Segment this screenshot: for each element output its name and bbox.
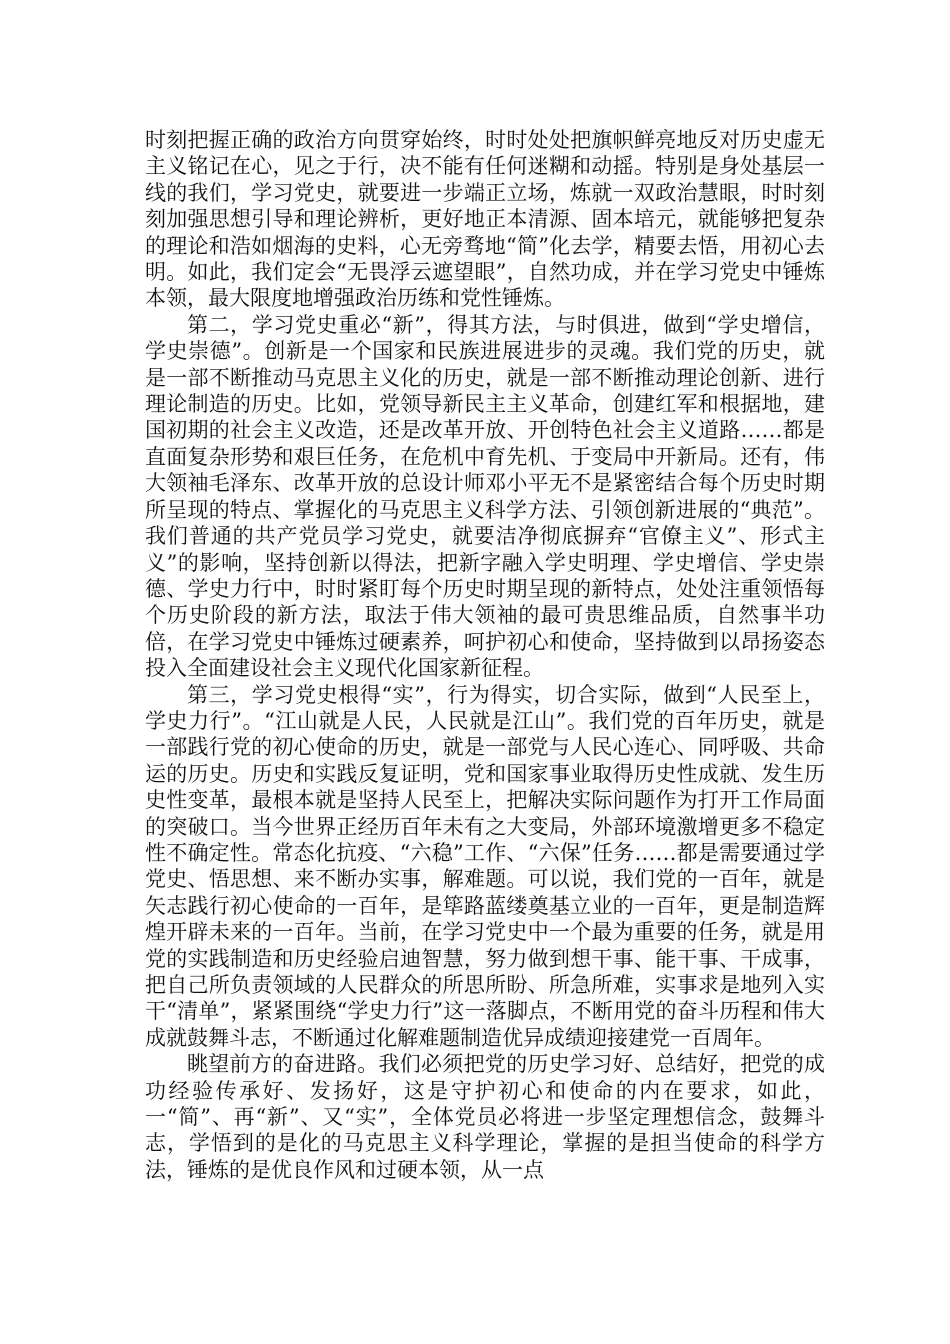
paragraph-3: 第三，学习党史根得“实”，行为得实，切合实际，做到“人民至上，学史力行”。“江山就是人民，人民就是江山”。我们党的百年历史，就是一部践行党的初心使命的历史，就是一部党与人民心连心、同呼吸、共命运的历史。历史和实践反复证明，党和国家事业取得历史性成就、发生历史性变革，最根本就是坚持人民至上，把解决实际问题作为打开工作局面的突破口。当今世界正经历百年未有之大变局，外部环境激增更多不稳定性不确定性。常态化抗疫、“六稳”工作、“六保”任务……都是需要通过学党史、悟思想、来不断办实事，解难题。可以说，我们党的一百年，就是矢志践行初心使命的一百年，是筚路蓝缕奠基立业的一百年，更是制造辉煌开辟未来的一百年。当前，在学习党史中一个最为重要的任务，就是用党的实践制造和历史经验启迪智慧，努力做到想干事、能干事、干成事，把自己所负责领域的人民群众的所思所盼、所急所难，实事求是地列入实干“清单”，紧紧围绕“学史力行”这一落脚点，不断用党的奋斗历程和伟大成就鼓舞斗志，不断通过化解难题制造优异成绩迎接建党一百周年。 <box>145 682 825 1050</box>
paragraph-2: 第二，学习党史重必“新”，得其方法，与时俱进，做到“学史增信，学史崇德”。创新是一个国家和民族进展进步的灵魂。我们党的历史，就是一部不断推动马克思主义化的历史，就是一部不断推动理论创新、进行理论制造的历史。比如，党领导新民主主义革命，创建红军和根据地，建国初期的社会主义改造，还是改革开放、开创特色社会主义道路……都是直面复杂形势和艰巨任务，在危机中育先机、于变局中开新局。还有，伟大领袖毛泽东、改革开放的总设计师邓小平无不是紧密结合每个历史时期所呈现的特点、掌握化的马克思主义科学方法、引领创新进展的“典范”。我们普通的共产党员学习党史，就要洁净彻底摒弃“官僚主义”、形式主义”的影响，坚持创新以得法，把新字融入学史明理、学史增信、学史崇德、学史力行中，时时紧盯每个历史时期呈现的新特点，处处注重领悟每个历史阶段的新方法，取法于伟大领袖的最可贵思维品质，自然事半功倍，在学习党史中锤炼过硬素养，呵护初心和使命，坚持做到以昂扬姿态投入全面建设社会主义现代化国家新征程。 <box>145 312 825 681</box>
paragraph-4: 眺望前方的奋进路。我们必须把党的历史学习好、总结好，把党的成功经验传承好、发扬好，这是守护初心和使命的内在要求，如此，一“简”、再“新”、又“实”，全体党员必将进一步坚定理想信念，鼓舞斗志，学悟到的是化的马克思主义科学理论，掌握的是担当使命的科学方法，锤炼的是优良作风和过硬本领，从一点 <box>145 1052 825 1182</box>
document-body <box>145 127 825 1183</box>
paragraph-1: 时刻把握正确的政治方向贯穿始终，时时处处把旗帜鲜亮地反对历史虚无主义铭记在心，见之于行，决不能有任何迷糊和动摇。特别是身处基层一线的我们，学习党史，就要进一步端正立场，炼就一双政治慧眼，时时刻刻加强思想引导和理论辨析，更好地正本清源、固本培元，就能够把复杂的理论和浩如烟海的史料，心无旁骛地“简”化去学，精要去悟，用初心去明。如此，我们定会“无畏浮云遮望眼”，自然功成，并在学习党史中锤炼本领，最大限度地增强政治历练和党性锤炼。 <box>145 128 825 311</box>
